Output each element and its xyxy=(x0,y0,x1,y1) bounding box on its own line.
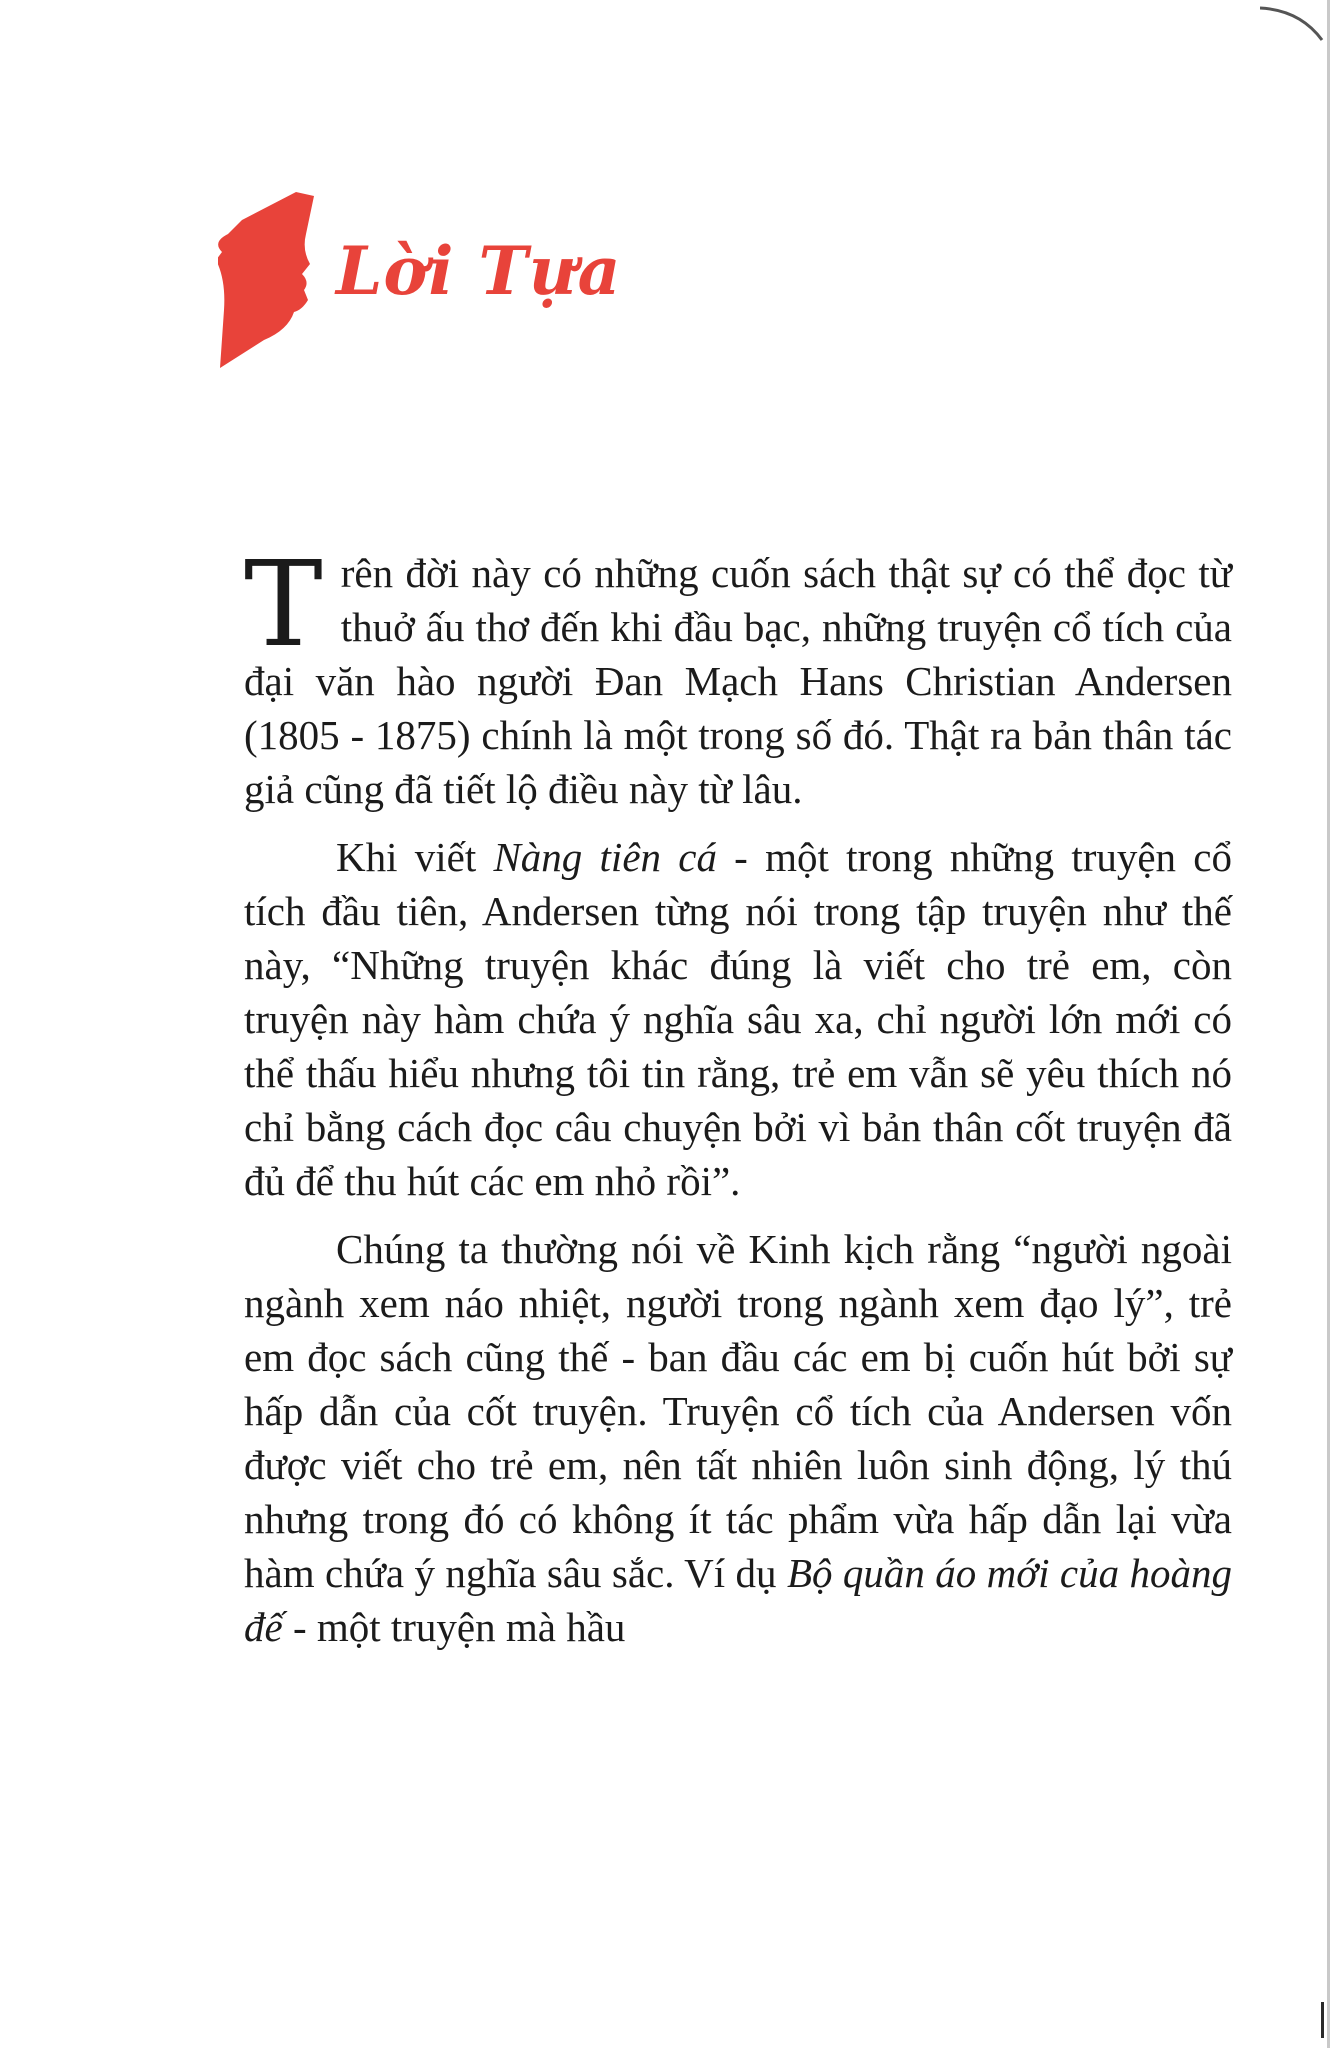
chapter-title: Lời Tựa xyxy=(336,232,622,310)
paragraph-1-text: rên đời này có những cuốn sách thật sự có thể đọc từ thuở ấu thơ đến khi đầu bạc, những truyện cổ tích của đại văn hào người Đan Mạch Hans Christian Andersen (1805 - 1875) chính là một trong số đó. Thật ra bản thân tác giả cũng đã tiết lộ điều này từ lâu. xyxy=(244,550,1232,812)
paragraph-3-text: Chúng ta thường nói về Kinh kịch rằng “người ngoài ngành xem náo nhiệt, người trong ngành xem đạo lý”, trẻ em đọc sách cũng thế - ban đầu các em bị cuốn hút bởi sự hấp dẫn của cốt truyện. Truyện cổ tích của Andersen vốn được viết cho trẻ em, nên tất nhiên luôn sinh động, lý thú nhưng trong đó có không ít tác phẩm vừa hấp dẫn lại vừa hàm chứa ý nghĩa sâu sắc. Ví dụ xyxy=(244,1226,1232,1596)
paragraph-2-text: - một trong những truyện cổ tích đầu tiên, Andersen từng nói trong tập truyện như thế này, “Những truyện khác đúng là viết cho trẻ em, còn truyện này hàm chứa ý nghĩa sâu xa, chỉ người lớn mới có thể thấu hiểu nhưng tôi tin rằng, trẻ em vẫn sẽ yêu thích nó chỉ bằng cách đọc câu chuyện bởi vì bản thân cốt truyện đã đủ để thu hút các em nhỏ rồi”. xyxy=(244,834,1232,1204)
page-edge-mark xyxy=(1321,2002,1324,2038)
preface-body xyxy=(244,535,1233,1668)
book-title-emperor: Bộ quần áo mới của hoàng đế xyxy=(244,1550,1233,1650)
paragraph-3 xyxy=(244,1222,1232,1654)
paragraph-2-lead: Khi viết xyxy=(336,834,494,880)
drop-cap: T xyxy=(244,535,323,673)
paragraph-3-tail: - một truyện mà hầu xyxy=(282,1604,626,1650)
corner-fold-mark xyxy=(1260,0,1330,60)
paragraph-1 xyxy=(244,535,1232,816)
chapter-heading xyxy=(218,190,718,370)
silhouette-profile-icon xyxy=(218,190,328,370)
paragraph-2 xyxy=(244,830,1232,1208)
book-title-mermaid: Nàng tiên cá xyxy=(493,834,717,880)
